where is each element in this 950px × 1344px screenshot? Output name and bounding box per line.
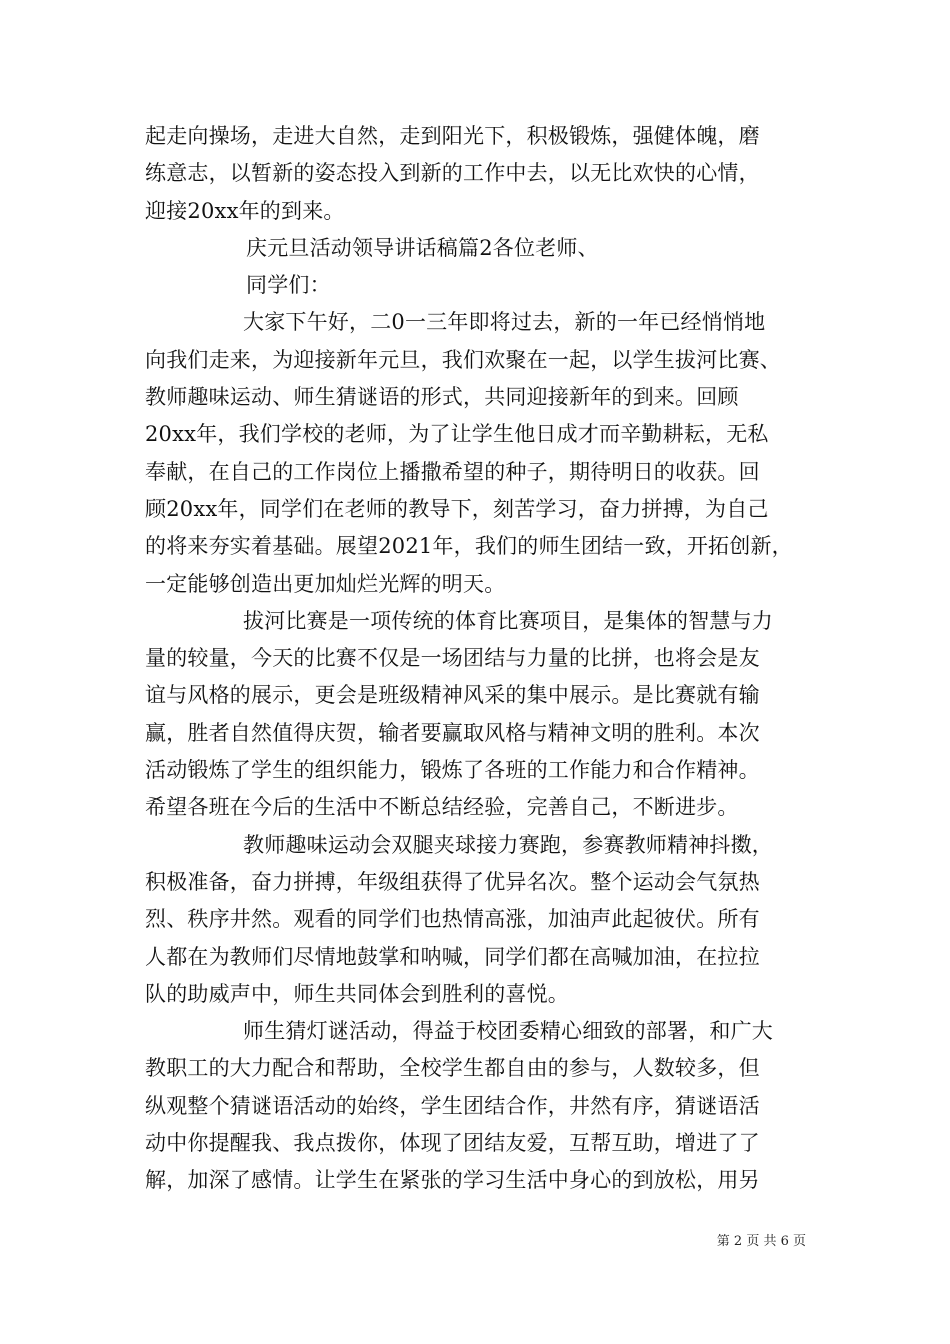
text-line: 起走向操场，走进大自然，走到阳光下，积极锻炼，强健体魄，磨 — [145, 124, 760, 148]
salutation: 同学们： — [246, 273, 331, 298]
text-line: 人都在为教师们尽情地鼓掌和呐喊，同学们都在高喊加油，在拉拉 — [145, 944, 760, 969]
text-line: 拔河比赛是一项传统的体育比赛项目，是集体的智慧与力 — [243, 608, 773, 633]
text-line: 活动锻炼了学生的组织能力，锻炼了各班的工作能力和合作精神。 — [145, 758, 760, 783]
text-line: 赢，胜者自然值得庆贺，输者要赢取风格与精神文明的胜利。本次 — [145, 720, 760, 745]
text-line: 一定能够创造出更加灿烂光辉的明天。 — [145, 571, 506, 596]
page-number: 第 2 页 共 6 页 — [716, 1234, 806, 1249]
text-line: 奉献，在自己的工作岗位上播撒希望的种子，期待明日的收获。回 — [145, 459, 760, 484]
text-line: 20xx年，我们学校的老师，为了让学生他日成才而辛勤耕耘，无私 — [145, 422, 769, 447]
text-line: 谊与风格的展示，更会是班级精神风采的集中展示。是比赛就有输 — [145, 683, 760, 708]
text-line: 希望各班在今后的生活中不断总结经验，完善自己，不断进步。 — [145, 795, 739, 820]
text-line: 练意志，以暂新的姿态投入到新的工作中去，以无比欢快的心情， — [145, 161, 760, 186]
text-line: 队的助威声中，师生共同体会到胜利的喜悦。 — [145, 981, 569, 1006]
text-line: 积极准备，奋力拼搏，年级组获得了优异名次。整个运动会气氛热 — [145, 869, 760, 894]
text-line: 教师趣味运动会双腿夹球接力赛跑，参赛教师精神抖擞， — [243, 832, 773, 857]
text-line: 解，加深了感情。让学生在紧张的学习生活中身心的到放松，用另 — [145, 1168, 760, 1193]
text-line: 烈、秩序井然。观看的同学们也热情高涨，加油声此起彼伏。所有 — [145, 907, 760, 932]
text-line: 的将来夯实着基础。展望2021年，我们的师生团结一致，开拓创新， — [145, 534, 793, 559]
text-line: 教师趣味运动、师生猜谜语的形式，共同迎接新年的到来。回顾 — [145, 385, 739, 410]
text-line: 大家下午好，二0一三年即将过去，新的一年已经悄悄地 — [243, 310, 766, 335]
section-heading: 庆元旦活动领导讲话稿篇2各位老师、 — [246, 235, 599, 260]
text-line: 顾20xx年，同学们在老师的教导下，刻苦学习，奋力拼搏，为自己 — [145, 496, 769, 521]
text-line: 动中你提醒我、我点拨你，体现了团结友爱，互帮互助，增进了了 — [145, 1131, 760, 1156]
text-line: 师生猜灯谜活动，得益于校团委精心细致的部署，和广大 — [243, 1019, 773, 1044]
text-line: 向我们走来，为迎接新年元旦，我们欢聚在一起，以学生拔河比赛、 — [145, 347, 781, 372]
document-body — [145, 118, 825, 1200]
text-line: 纵观整个猜谜语活动的始终，学生团结合作，井然有序，猜谜语活 — [145, 1093, 760, 1118]
text-line: 量的较量，今天的比赛不仅是一场团结与力量的比拼，也将会是友 — [145, 646, 760, 671]
text-line: 迎接20xx年的到来。 — [145, 198, 345, 223]
text-line: 教职工的大力配合和帮助，全校学生都自由的参与，人数较多，但 — [145, 1056, 760, 1081]
